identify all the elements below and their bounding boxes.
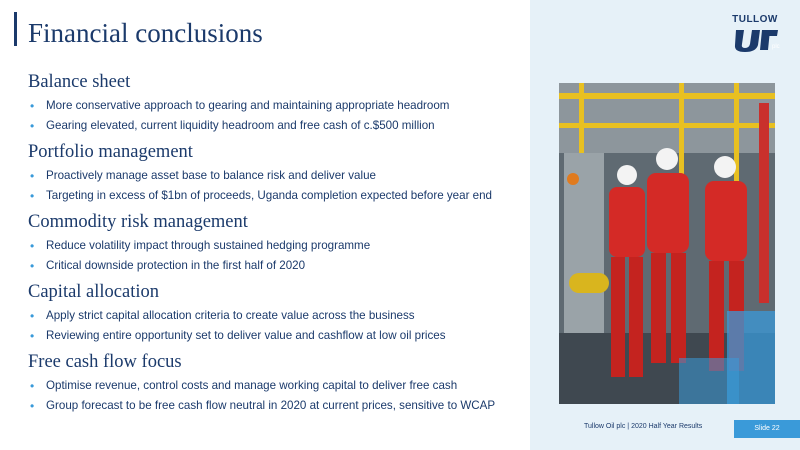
tullow-logo xyxy=(728,14,782,54)
bullet-text: Reviewing entire opportunity set to deliver value and cashflow at low oil prices xyxy=(46,329,446,342)
bullet-text: More conservative approach to gearing and maintaining appropriate headroom xyxy=(46,99,450,112)
bullet-dot-icon: • xyxy=(30,99,35,113)
bullet-dot-icon: • xyxy=(30,189,35,203)
svg-text:plc: plc xyxy=(772,44,780,50)
bullet-text: Optimise revenue, control costs and manage working capital to deliver free cash xyxy=(46,379,458,392)
section-free-cash-flow-focus xyxy=(28,350,523,416)
bullet-item xyxy=(28,116,523,136)
bullet-item xyxy=(28,376,523,396)
bullet-item xyxy=(28,96,523,116)
bullet-text: Group forecast to be free cash flow neutral in 2020 at current prices, sensitive to WCAP xyxy=(46,399,496,412)
content-area xyxy=(28,70,523,420)
logo-wordmark: TULLOW xyxy=(732,14,778,25)
bullet-dot-icon: • xyxy=(30,239,35,253)
slide-number: Slide 22 xyxy=(734,420,800,438)
footer-text: Tullow Oil plc | 2020 Half Year Results xyxy=(584,423,703,430)
bullet-item xyxy=(28,236,523,256)
section-heading: Balance sheet xyxy=(28,72,131,92)
bullet-dot-icon: • xyxy=(30,169,35,183)
bullet-dot-icon: • xyxy=(30,259,35,273)
bullet-item xyxy=(28,256,523,276)
bullet-item xyxy=(28,326,523,346)
bullet-text: Proactively manage asset base to balance risk and deliver value xyxy=(46,169,376,182)
page-title: Financial conclusions xyxy=(28,18,263,48)
bullet-item xyxy=(28,186,523,206)
bullet-dot-icon: • xyxy=(30,379,35,393)
section-heading: Free cash flow focus xyxy=(28,352,182,372)
section-balance-sheet xyxy=(28,70,523,136)
section-portfolio-management xyxy=(28,140,523,206)
section-commodity-risk-management xyxy=(28,210,523,276)
bullet-text: Apply strict capital allocation criteria to create value across the business xyxy=(46,309,415,322)
bullet-item xyxy=(28,306,523,326)
bullet-item xyxy=(28,166,523,186)
section-heading: Capital allocation xyxy=(28,282,159,302)
bullet-item xyxy=(28,396,523,416)
section-capital-allocation xyxy=(28,280,523,346)
section-heading: Portfolio management xyxy=(28,142,193,162)
bullet-text: Gearing elevated, current liquidity headroom and free cash of c.$500 million xyxy=(46,119,435,132)
title-accent-bar xyxy=(14,12,17,46)
offshore-workers-photo xyxy=(559,83,775,404)
section-heading: Commodity risk management xyxy=(28,212,248,232)
bullet-dot-icon: • xyxy=(30,399,35,413)
bullet-dot-icon: • xyxy=(30,329,35,343)
bullet-text: Targeting in excess of $1bn of proceeds, Uganda completion expected before year end xyxy=(46,189,493,202)
bullet-dot-icon: • xyxy=(30,309,35,323)
bullet-text: Critical downside protection in the first half of 2020 xyxy=(46,259,306,272)
photo-illustration xyxy=(559,83,775,404)
tullow-logo-mark-icon xyxy=(732,28,778,52)
bullet-dot-icon: • xyxy=(30,119,35,133)
bullet-text: Reduce volatility impact through sustained hedging programme xyxy=(46,239,371,252)
